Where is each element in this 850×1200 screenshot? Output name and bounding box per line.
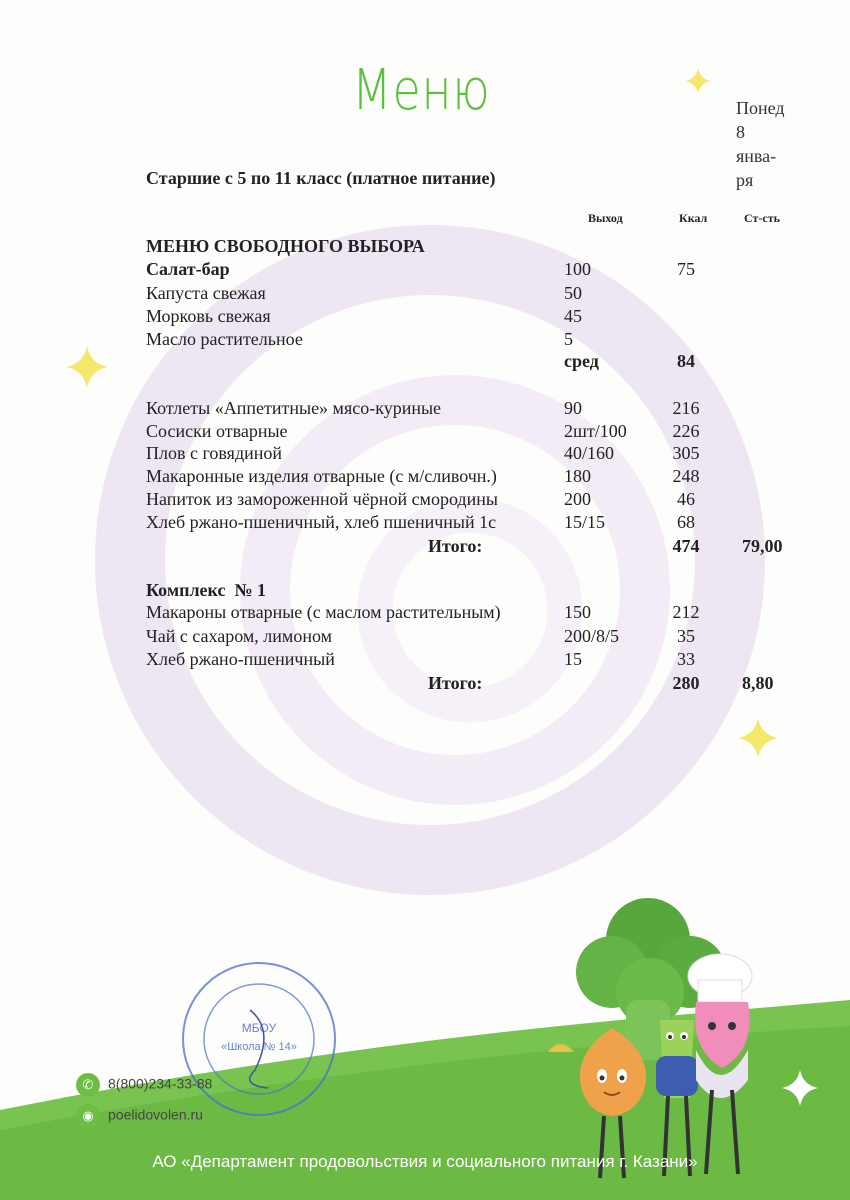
item-kcal: 212 <box>672 602 700 622</box>
column-header-output: Выход <box>588 211 623 225</box>
item-output: 180 <box>564 466 591 486</box>
item-output: 90 <box>564 398 582 418</box>
section-title: МЕНЮ СВОБОДНОГО ВЫБОРА <box>146 236 425 256</box>
item-output: 15 <box>564 649 582 669</box>
average-kcal: 84 <box>677 351 695 371</box>
footer-organization: АО «Департамент продовольствия и социального питания г. Казани» <box>152 1152 698 1171</box>
menu-row <box>146 626 806 649</box>
item-output: 200/8/5 <box>564 626 620 646</box>
item-kcal: 35 <box>677 626 695 646</box>
item-name: Макароны отварные (с маслом растительным) <box>146 602 501 622</box>
total-kcal: 474 <box>672 536 700 556</box>
total-kcal: 280 <box>672 673 700 693</box>
total-price: 8,80 <box>742 673 774 693</box>
menu-row <box>146 306 806 329</box>
menu-title: Меню <box>352 58 491 123</box>
item-name: Хлеб ржано-пшеничный <box>146 649 335 669</box>
stamp-line-1: МБОУ <box>241 1021 277 1035</box>
website-contact <box>76 1104 203 1128</box>
total-row <box>146 536 806 559</box>
sparkle-icon <box>64 344 110 390</box>
sparkle-icon <box>736 716 780 760</box>
date-line-2: 8 <box>736 122 745 142</box>
item-kcal: 68 <box>677 512 695 532</box>
stamp-line-2: «Школа № 14» <box>221 1041 297 1053</box>
menu-row <box>146 489 806 512</box>
item-output: 100 <box>564 259 591 279</box>
date-label <box>736 96 806 192</box>
item-output: 5 <box>564 329 573 349</box>
menu-row <box>146 443 806 466</box>
section-title-row <box>146 236 806 259</box>
item-name: Капуста свежая <box>146 283 266 303</box>
item-output: 150 <box>564 602 591 622</box>
item-output: 40/160 <box>564 443 615 463</box>
item-output: 45 <box>564 306 582 326</box>
complex-title-row <box>146 580 806 603</box>
item-kcal: 226 <box>672 421 700 441</box>
phone-contact <box>76 1073 212 1097</box>
menu-row <box>146 602 806 625</box>
website-link[interactable]: poelidovolen.ru <box>108 1106 203 1123</box>
item-kcal: 305 <box>672 443 700 463</box>
item-name: Макаронные изделия отварные (с м/сливочн.) <box>146 466 497 486</box>
menu-row <box>146 421 806 444</box>
item-name: Напиток из замороженной чёрной смородины <box>146 489 498 509</box>
menu-row <box>146 466 806 489</box>
item-output: 200 <box>564 489 591 509</box>
item-kcal: 33 <box>677 649 695 669</box>
phone-icon: ✆ <box>76 1073 100 1097</box>
column-header-kcal: Ккал <box>679 211 708 225</box>
date-line-1: Понед <box>736 98 785 118</box>
item-name: Салат-бар <box>146 259 230 279</box>
date-line-4: ря <box>736 170 754 190</box>
total-price: 79,00 <box>742 536 783 556</box>
item-name: Плов с говядиной <box>146 443 283 463</box>
date-line-3: янва- <box>736 146 777 166</box>
item-output: 2шт/100 <box>564 421 627 441</box>
item-kcal: 46 <box>677 489 695 509</box>
subtitle: Старшие с 5 по 11 класс (платное питание) <box>146 168 496 188</box>
phone-number: 8(800)234-33-88 <box>108 1075 213 1092</box>
globe-icon: ◉ <box>76 1104 100 1128</box>
total-label: Итого: <box>428 536 483 556</box>
salad-bar-row <box>146 259 806 282</box>
average-label: сред <box>564 351 599 371</box>
total-label: Итого: <box>428 673 483 693</box>
total-row <box>146 673 806 696</box>
sparkle-icon <box>684 67 712 95</box>
item-output: 15/15 <box>564 512 606 532</box>
salad-bar-average-row <box>146 351 806 374</box>
item-kcal: 216 <box>672 398 700 418</box>
item-name: Масло растительное <box>146 329 303 349</box>
menu-row <box>146 398 806 421</box>
menu-row <box>146 649 806 672</box>
menu-row <box>146 512 806 535</box>
item-name: Хлеб ржано-пшеничный, хлеб пшеничный 1с <box>146 512 497 532</box>
item-name: Сосиски отварные <box>146 421 288 441</box>
item-output: 50 <box>564 283 582 303</box>
complex-title: Комплекс № 1 <box>146 580 267 600</box>
item-kcal: 75 <box>677 259 695 279</box>
item-name: Морковь свежая <box>146 306 271 326</box>
item-name: Котлеты «Аппетитные» мясо-куриные <box>146 398 442 418</box>
item-kcal: 248 <box>672 466 700 486</box>
menu-row <box>146 283 806 306</box>
item-name: Чай с сахаром, лимоном <box>146 626 332 646</box>
menu-row <box>146 329 806 352</box>
column-header-price: Ст-сть <box>744 211 780 225</box>
